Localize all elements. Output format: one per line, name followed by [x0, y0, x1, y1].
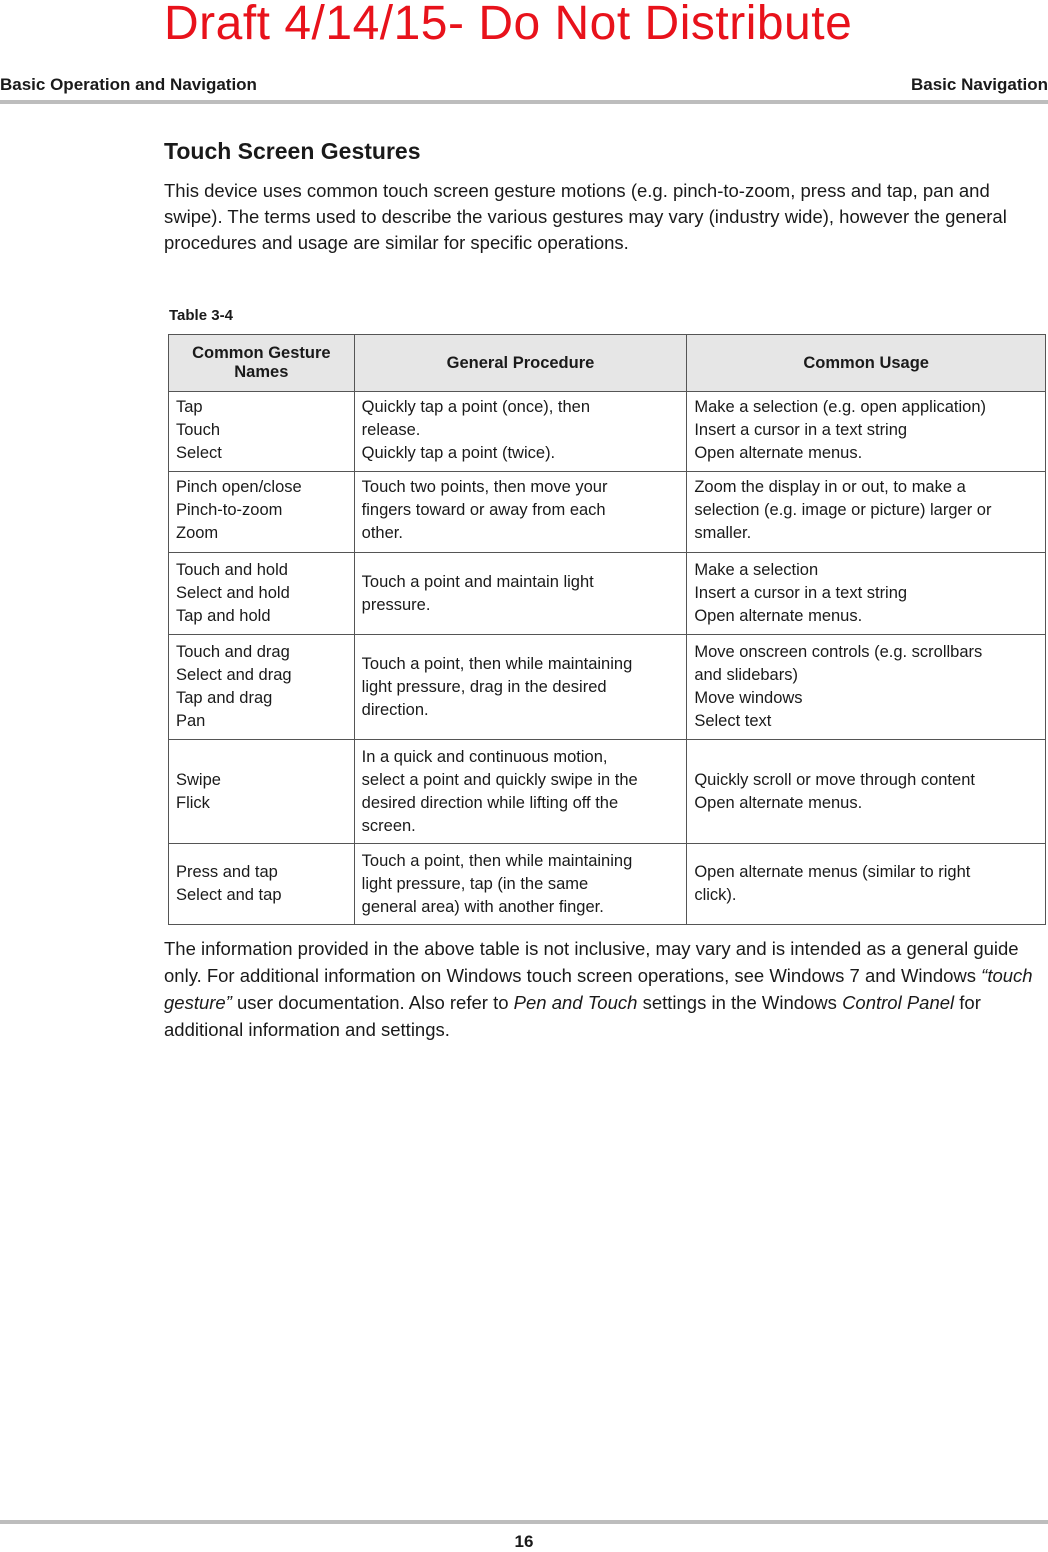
closing-paragraph — [164, 935, 1048, 1043]
procedure-line: fingers toward or away from each — [361, 501, 606, 519]
gesture-name: Pan — [176, 712, 206, 730]
usage-line: Zoom the display in or out, to make a — [694, 478, 966, 496]
header-section-title: Basic Navigation — [911, 75, 1048, 94]
gesture-name: Tap and hold — [176, 607, 271, 625]
gesture-name: Select and drag — [176, 666, 292, 684]
procedure-line: other. — [361, 524, 403, 542]
table-row — [169, 740, 1046, 844]
procedure-cell — [354, 553, 687, 635]
section-title: Touch Screen Gestures — [164, 138, 421, 164]
gesture-names-cell — [169, 392, 355, 472]
header-chapter-title: Basic Operation and Navigation — [0, 75, 257, 94]
touch-gesture-term: “touch gesture” — [164, 965, 1033, 1013]
footer-divider — [0, 1520, 1048, 1524]
procedure-cell — [354, 740, 687, 844]
gestures-table — [168, 334, 1046, 925]
column-header-procedure: General Procedure — [354, 335, 687, 392]
gesture-names-cell — [169, 472, 355, 553]
closing-text: settings in the Windows — [637, 992, 843, 1013]
procedure-line: Quickly tap a point (once), then — [361, 398, 591, 416]
table-header-row — [169, 335, 1046, 392]
usage-line: Open alternate menus (similar to right — [694, 863, 971, 881]
pen-and-touch-term: Pen and Touch — [513, 992, 638, 1013]
procedure-cell — [354, 472, 687, 553]
control-panel-term: Control Panel — [842, 992, 955, 1013]
usage-cell — [687, 392, 1046, 472]
usage-cell — [687, 740, 1046, 844]
usage-line: Move windows — [694, 689, 803, 707]
gesture-name: Tap — [176, 398, 203, 416]
procedure-line: Touch a point and maintain light — [361, 572, 594, 591]
procedure-line: Touch a point, then while maintaining — [361, 654, 633, 673]
usage-line: Insert a cursor in a text string — [694, 584, 908, 602]
procedure-line: desired direction while lifting off the — [361, 793, 619, 812]
procedure-line: release. — [361, 421, 421, 439]
gesture-name: Pinch-to-zoom — [176, 501, 283, 519]
gesture-name: Touch and drag — [176, 643, 290, 661]
usage-line: Insert a cursor in a text string — [694, 421, 908, 439]
usage-line: Open alternate menus. — [694, 607, 863, 625]
gesture-names-cell — [169, 553, 355, 635]
closing-text: user documentation. Also refer to — [231, 992, 514, 1013]
usage-line: Quickly scroll or move through content — [694, 770, 975, 789]
column-header-usage: Common Usage — [687, 335, 1046, 392]
table-caption: Table 3-4 — [169, 307, 233, 324]
procedure-line: pressure. — [361, 595, 431, 614]
procedure-line: light pressure, tap (in the same — [361, 874, 589, 893]
usage-cell — [687, 472, 1046, 553]
gesture-names-cell — [169, 740, 355, 844]
usage-line: Select text — [694, 712, 772, 730]
table-row — [169, 392, 1046, 472]
usage-cell — [687, 844, 1046, 925]
procedure-line: general area) with another finger. — [361, 897, 604, 916]
usage-line: click). — [694, 886, 737, 904]
procedure-line: Touch a point, then while maintaining — [361, 851, 633, 870]
procedure-line: Quickly tap a point (twice). — [361, 444, 556, 462]
usage-cell — [687, 635, 1046, 740]
table-row — [169, 472, 1046, 553]
procedure-line: In a quick and continuous motion, — [361, 747, 608, 766]
usage-line: smaller. — [694, 524, 752, 542]
gesture-name: Select and tap — [176, 886, 282, 904]
gesture-name: Select — [176, 444, 222, 462]
procedure-line: select a point and quickly swipe in the — [361, 770, 638, 789]
header-divider — [0, 100, 1048, 104]
usage-cell — [687, 553, 1046, 635]
procedure-cell — [354, 844, 687, 925]
usage-line: and slidebars) — [694, 666, 798, 684]
gesture-name: Press and tap — [176, 863, 278, 881]
closing-text: The information provided in the above table is not inclusive, may vary and is intended as a general guide only. For additional information on Windows touch screen operations, see Windows 7 and Windows — [164, 938, 1019, 986]
page-number: 16 — [514, 1532, 534, 1551]
procedure-line: Touch two points, then move your — [361, 478, 608, 496]
procedure-line: light pressure, drag in the desired — [361, 677, 607, 696]
procedure-cell — [354, 635, 687, 740]
gesture-name: Touch and hold — [176, 561, 288, 579]
gesture-name: Pinch open/close — [176, 478, 302, 496]
table-row — [169, 635, 1046, 740]
gesture-name: Touch — [176, 421, 221, 439]
gesture-names-cell — [169, 844, 355, 925]
gesture-name: Flick — [176, 793, 210, 812]
usage-line: Open alternate menus. — [694, 444, 863, 462]
usage-line: Make a selection (e.g. open application) — [694, 398, 987, 416]
gesture-name: Tap and drag — [176, 689, 273, 707]
gesture-name: Select and hold — [176, 584, 290, 602]
usage-line: selection (e.g. image or picture) larger or — [694, 501, 992, 519]
procedure-line: screen. — [361, 816, 416, 835]
procedure-line: direction. — [361, 700, 429, 719]
closing-text: for additional information and settings. — [164, 992, 981, 1040]
procedure-cell — [354, 392, 687, 472]
gesture-name: Swipe — [176, 770, 221, 789]
gesture-name: Zoom — [176, 524, 219, 542]
column-header-gesture-names: Common Gesture Names — [169, 335, 355, 392]
intro-paragraph: This device uses common touch screen gesture motions (e.g. pinch-to-zoom, press and tap, pan and swipe). The terms used to describe the various gestures may vary (industry wide), however the general procedures and usage are similar for specific operations. — [164, 180, 1007, 253]
usage-line: Open alternate menus. — [694, 793, 863, 812]
gesture-names-cell — [169, 635, 355, 740]
draft-watermark: Draft 4/14/15- Do Not Distribute — [164, 0, 853, 50]
usage-line: Move onscreen controls (e.g. scrollbars — [694, 643, 983, 661]
table-row — [169, 553, 1046, 635]
usage-line: Make a selection — [694, 561, 819, 579]
table-row — [169, 844, 1046, 925]
